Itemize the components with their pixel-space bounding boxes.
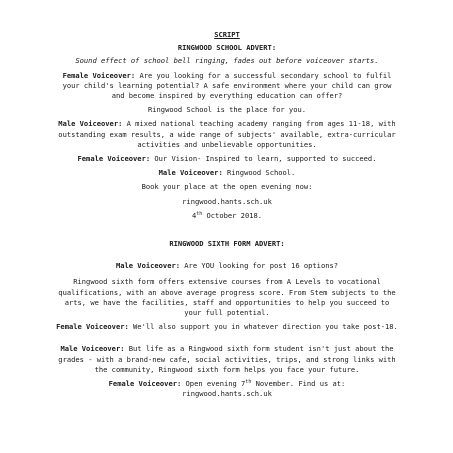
advert2-heading: RINGWOOD SIXTH FORM ADVERT: — [169, 239, 285, 249]
speaker-label: Female Voiceover: — [62, 70, 136, 80]
line-text: Our Vision- Inspired to learn, supported to succeed. — [150, 154, 377, 164]
sixth-form-body: Ringwood sixth form offers extensive courses from A Levels to vocational qualifications, with an above average progress score. From Stem subjects to the arts, we have the facilities, staff and opportunities to help you succeed to your full potential. — [58, 277, 396, 318]
line-text: Ringwood School is the place for you. — [147, 105, 307, 115]
book-line: Book your place at the open evening now: — [141, 182, 313, 192]
script-line — [56, 71, 398, 102]
script-line — [56, 154, 398, 164]
line-text: A mixed national teaching academy ranging from ages 11-18, with outstanding exam results, a wide range of subjects' available, extra-curricular activities and unbelievable opportunities. — [58, 119, 396, 149]
speaker-label: Male Voiceover: — [60, 344, 125, 354]
script-line — [56, 379, 398, 399]
line-text: Open evening 7 — [181, 379, 246, 389]
date-suffix: th — [245, 379, 252, 386]
script-line — [56, 119, 398, 150]
line-text: Are YOU looking for post 16 options? — [180, 261, 339, 271]
speaker-label: Female Voiceover: — [77, 154, 151, 164]
advert1-heading: RINGWOOD SCHOOL ADVERT: — [177, 43, 277, 53]
script-title: SCRIPT — [214, 30, 240, 39]
sound-effect-direction: Sound effect of school bell ringing, fades out before voiceover starts. — [75, 56, 379, 66]
speaker-label: Female Voiceover: — [56, 322, 129, 332]
speaker-label: Female Voiceover: — [108, 379, 182, 389]
script-line — [56, 344, 398, 375]
line-text: But life as a Ringwood sixth form student isn't just about the grades - with a brand-new cafe, social activities, trips, and strong links with the community, Ringwood sixth form helps you face your future. — [58, 344, 396, 374]
website-text: ringwood.hants.sch.uk — [182, 196, 272, 206]
line-text: November. Find us at: — [251, 379, 346, 389]
speaker-label: Male Voiceover: — [158, 168, 223, 178]
script-line — [56, 322, 398, 332]
date-day: 4 — [191, 210, 197, 220]
line-text: Are you looking for a successful secondary school to fulfil your child's learning potential? A safe environment where your child can grow and become inspired by everything education can offer? — [62, 70, 392, 101]
script-line — [56, 168, 398, 178]
speaker-label: Male Voiceover: — [58, 119, 123, 129]
open-evening-date — [56, 211, 398, 221]
script-line — [56, 105, 398, 115]
website-text: ringwood.hants.sch.uk — [182, 389, 272, 399]
line-text: We'll also support you in whatever direction you take post-18. — [128, 322, 398, 332]
speaker-label: Male Voiceover: — [115, 261, 181, 271]
date-rest: October 2018. — [202, 210, 263, 220]
line-text: Ringwood School. — [222, 168, 296, 178]
script-document — [56, 30, 398, 403]
script-line — [56, 261, 398, 271]
date-suffix: th — [196, 210, 203, 217]
